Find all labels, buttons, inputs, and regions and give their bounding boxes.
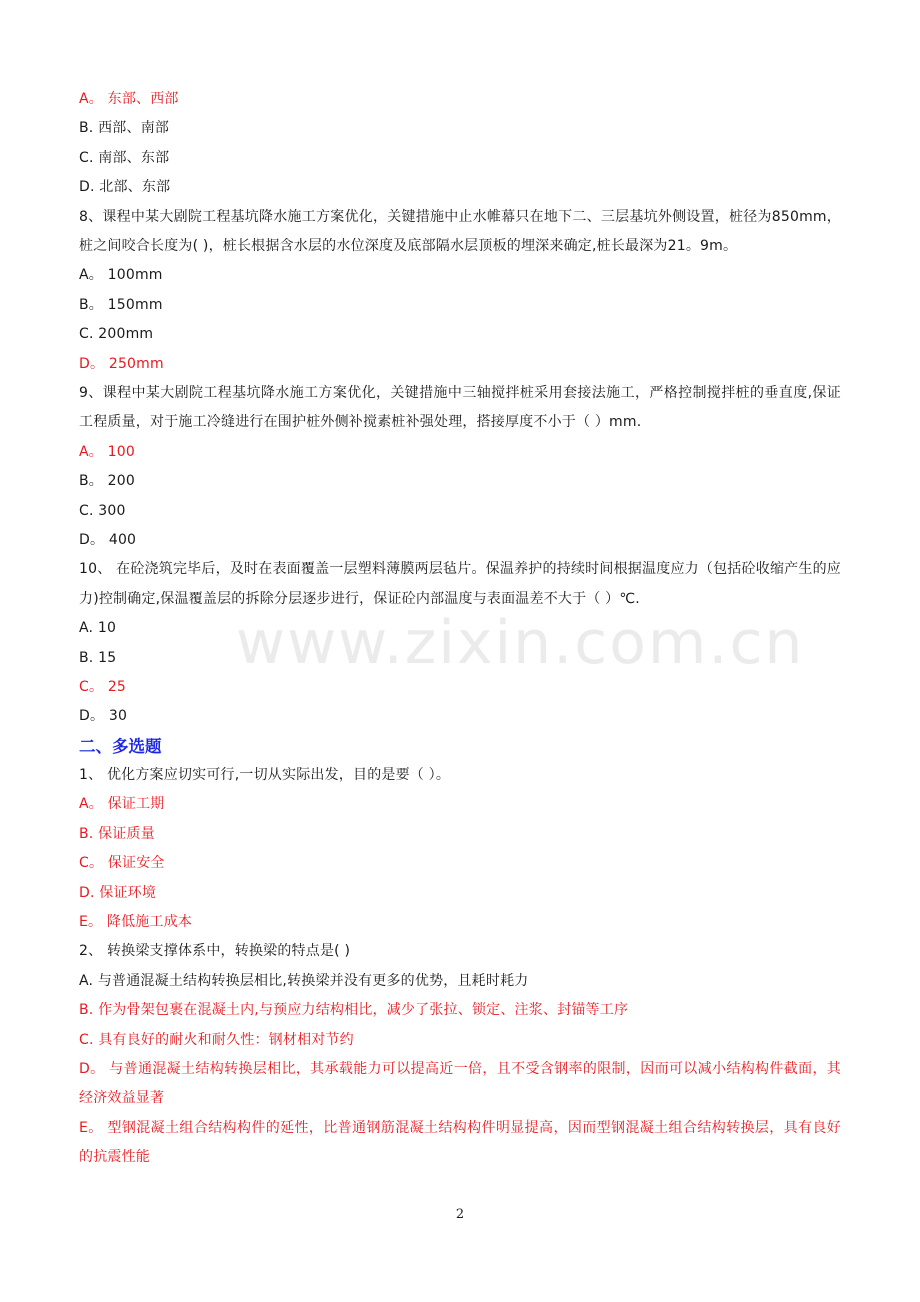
- mq1-option-e: E。 降低施工成本: [79, 914, 193, 931]
- document-page: [79, 85, 841, 1173]
- q8-option-a: A。 100mm: [79, 267, 163, 284]
- watermark: www.zixin.com.cn: [236, 608, 805, 678]
- mq2-stem: 2、 转换梁支撑体系中，转换梁的特点是( ): [79, 943, 351, 960]
- q9-option-a: A。 100: [79, 443, 135, 460]
- q8-option-d: D。 250mm: [79, 355, 164, 372]
- mq1-stem: 1、 优化方案应切实可行,一切从实际出发，目的是要（ ）。: [79, 767, 451, 784]
- mq2-option-a: A. 与普通混凝土结构转换层相比,转换梁并没有更多的优势，且耗时耗力: [79, 972, 529, 989]
- mq1-option-d: D. 保证环境: [79, 884, 157, 901]
- mq1-option-b: B. 保证质量: [79, 825, 155, 842]
- q7-option-d: D. 北部、东部: [79, 179, 171, 196]
- mq2-option-c: C. 具有良好的耐火和耐久性：钢材相对节约: [79, 1031, 354, 1048]
- q9-option-b: B。 200: [79, 473, 135, 490]
- mq2-option-b: B. 作为骨架包裹在混凝土内,与预应力结构相比，减少了张拉、锁定、注浆、封锚等工序: [79, 1002, 629, 1019]
- q10-option-d: D。 30: [79, 708, 128, 725]
- q7-option-b: B. 西部、南部: [79, 120, 170, 137]
- question-8: [79, 203, 841, 379]
- mq2-option-e: E。 型钢混凝土组合结构构件的延性，比普通钢筋混凝土结构构件明显提高，因而型钢混凝土组合结构转换层，具有良好的抗震性能: [79, 1119, 841, 1166]
- mq2-option-d: D。 与普通混凝土结构转换层相比，其承载能力可以提高近一倍，且不受含钢率的限制，因而可以减小结构构件截面，其经济效益显著: [79, 1060, 841, 1107]
- q10-option-b: B. 15: [79, 649, 117, 666]
- mq1-option-a: A。 保证工期: [79, 796, 165, 813]
- q10-stem: 10、 在砼浇筑完毕后，及时在表面覆盖一层塑料薄膜两层毡片。保温养护的持续时间根据温度应力（包括砼收缩产生的应力)控制确定,保温覆盖层的拆除分层逐步进行，保证砼内部温度与表面温差不大于（ ）℃.: [79, 561, 841, 607]
- q7-option-c: C. 南部、东部: [79, 149, 170, 166]
- mq1-option-c: C。 保证安全: [79, 855, 165, 872]
- page-number: 2: [455, 1207, 465, 1222]
- q8-option-b: B。 150mm: [79, 296, 163, 313]
- q7-option-a: A。 东部、西部: [79, 91, 179, 107]
- q10-option-c: C。 25: [79, 678, 127, 695]
- q9-stem: 9、课程中某大剧院工程基坑降水施工方案优化，关键措施中三轴搅拌桩采用套接法施工，严格控制搅拌桩的垂直度,保证工程质量，对于施工冷缝进行在围护桩外侧补搅素桩补强处理，搭接厚度不小于（ ）mm.: [79, 384, 841, 431]
- question-10: [79, 555, 841, 731]
- q8-option-c: C. 200mm: [79, 326, 154, 343]
- question-7-options: [79, 85, 841, 203]
- q8-stem: 8、课程中某大剧院工程基坑降水施工方案优化，关键措施中止水帷幕只在地下二、三层基坑外侧设置，桩径为850mm，桩之间咬合长度为( )，桩长根据含水层的水位深度及底部隔水层顶板的埋深来确定,桩长最深为21。9m。: [79, 208, 841, 254]
- q9-option-d: D。 400: [79, 531, 137, 548]
- q10-option-a: A. 10: [79, 620, 117, 637]
- question-9: [79, 379, 841, 555]
- multi-question-2: [79, 937, 841, 1172]
- q9-option-c: C. 300: [79, 502, 126, 519]
- multi-question-1: [79, 761, 841, 937]
- section-heading-multiple-choice: 二、多选题: [79, 736, 162, 756]
